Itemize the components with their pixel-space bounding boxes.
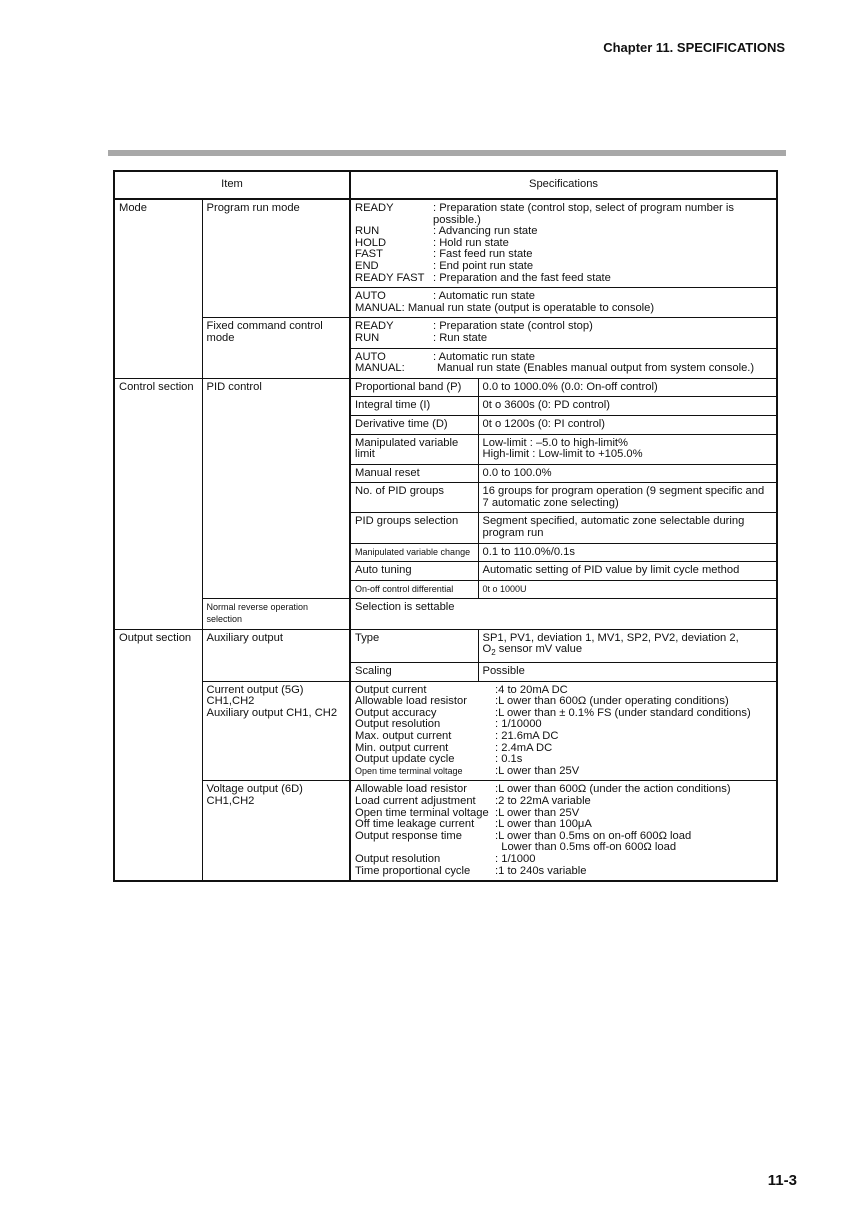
pid-param-label: Integral time (I) <box>350 397 478 416</box>
pid-param-value: 0.1 to 110.0%/0.1s <box>478 543 777 562</box>
pid-param-label: Proportional band (P) <box>350 378 478 397</box>
header-rule <box>108 150 786 156</box>
state-line: HOLD : Hold run state <box>355 236 509 249</box>
item-header: Item <box>114 171 350 199</box>
voltage-output-label: Voltage output (6D) CH1,CH2 <box>202 781 350 881</box>
table-row <box>114 781 777 881</box>
pid-param-value: Low-limit : –5.0 to high-limit% High-limit : Low-limit to +105.0% <box>478 434 777 464</box>
table-row <box>114 318 777 348</box>
aux-param-label: Type <box>350 629 478 662</box>
pid-param-value: 0.0 to 100.0% <box>478 464 777 483</box>
fixed-command-auto-manual: AUTO : Automatic run state MANUAL: Manual run state (Enables manual output from system console.) <box>350 348 777 378</box>
fixed-command-mode-label: Fixed command control mode <box>202 318 350 378</box>
pid-param-value: Segment specified, automatic zone selectable during program run <box>478 513 777 543</box>
state-line: END : End point run state <box>355 259 534 272</box>
program-run-auto-manual: AUTO : Automatic run state MANUAL: Manual run state (output is operatable to console) <box>350 288 777 318</box>
normal-reverse-label: Normal reverse operation selection <box>202 599 350 629</box>
state-line: FAST : Fast feed run state <box>355 248 533 261</box>
program-run-mode-label: Program run mode <box>202 199 350 318</box>
pid-param-label: Manipulated variable change <box>350 543 478 562</box>
table-row <box>114 599 777 629</box>
current-output-label: Current output (5G) CH1,CH2 Auxiliary output CH1, CH2 <box>202 681 350 781</box>
program-run-states <box>350 199 777 288</box>
auxiliary-output-label: Auxiliary output <box>202 629 350 681</box>
pid-param-label: On-off control differential <box>350 580 478 599</box>
mode-label: Mode <box>114 199 202 378</box>
pid-control-label: PID control <box>202 378 350 599</box>
voltage-output-specs: Allowable load resistor :L ower than 600Ω (under the action conditions) Load current adjustment :2 to 22mA variable Open time terminal voltage :L ower than 25V Off time leakage current :L ower than 100μA Output response time :L ower than 0.5ms on on-off 600Ω load Lower than 0.5ms off-on 600Ω load Output resolution : 1/1000 Time proportional cycle :1 to 240s variable <box>350 781 777 881</box>
output-section-label: Output section <box>114 629 202 881</box>
chapter-title: Chapter 11. SPECIFICATIONS <box>603 40 785 55</box>
fixed-command-states: READY : Preparation state (control stop) RUN : Run state <box>350 318 777 348</box>
specifications-table <box>113 170 778 882</box>
pid-param-label: No. of PID groups <box>350 483 478 513</box>
pid-param-value: 0t o 3600s (0: PD control) <box>478 397 777 416</box>
table-row <box>114 681 777 781</box>
aux-param-value: Possible <box>478 663 777 682</box>
pid-param-value: Automatic setting of PID value by limit cycle method <box>478 562 777 581</box>
specifications-header: Specifications <box>350 171 777 199</box>
pid-param-label: PID groups selection <box>350 513 478 543</box>
pid-param-value: 0t o 1200s (0: PI control) <box>478 415 777 434</box>
aux-param-label: Scaling <box>350 663 478 682</box>
control-section-label: Control section <box>114 378 202 629</box>
pid-param-label: Manual reset <box>350 464 478 483</box>
pid-param-value: 0.0 to 1000.0% (0.0: On-off control) <box>478 378 777 397</box>
pid-param-value: 0t o 1000U <box>478 580 777 599</box>
page-number: 11-3 <box>767 1172 797 1189</box>
aux-param-value: SP1, PV1, deviation 1, MV1, SP2, PV2, deviation 2, $O_2$ sensor mV value <box>478 629 777 662</box>
table-row <box>114 378 777 397</box>
pid-param-label: Auto tuning <box>350 562 478 581</box>
current-output-specs: Output current :4 to 20mA DC Allowable load resistor :L ower than 600Ω (under operating conditions) Output accuracy :L ower than ± 0.1% FS (under standard conditions) Output resolution : 1/10000 Max. output current : 21.6mA DC Min. output current : 2.4mA DC Output update cycle : 0.1s Open time terminal voltage :L ower than 25V <box>350 681 777 781</box>
pid-param-value: 16 groups for program operation (9 segment specific and 7 automatic zone selecting) <box>478 483 777 513</box>
pid-param-label: Derivative time (D) <box>350 415 478 434</box>
state-line: RUN : Advancing run state <box>355 225 538 238</box>
table-row <box>114 629 777 662</box>
table-header-row <box>114 171 777 199</box>
state-line: READY : Preparation state (control stop, select of program number is possible.) <box>355 202 734 226</box>
state-line: READY FAST : Preparation and the fast feed state <box>355 271 611 284</box>
normal-reverse-value: Selection is settable <box>350 599 777 629</box>
table-row <box>114 199 777 288</box>
pid-param-label: Manipulated variable limit <box>350 434 478 464</box>
